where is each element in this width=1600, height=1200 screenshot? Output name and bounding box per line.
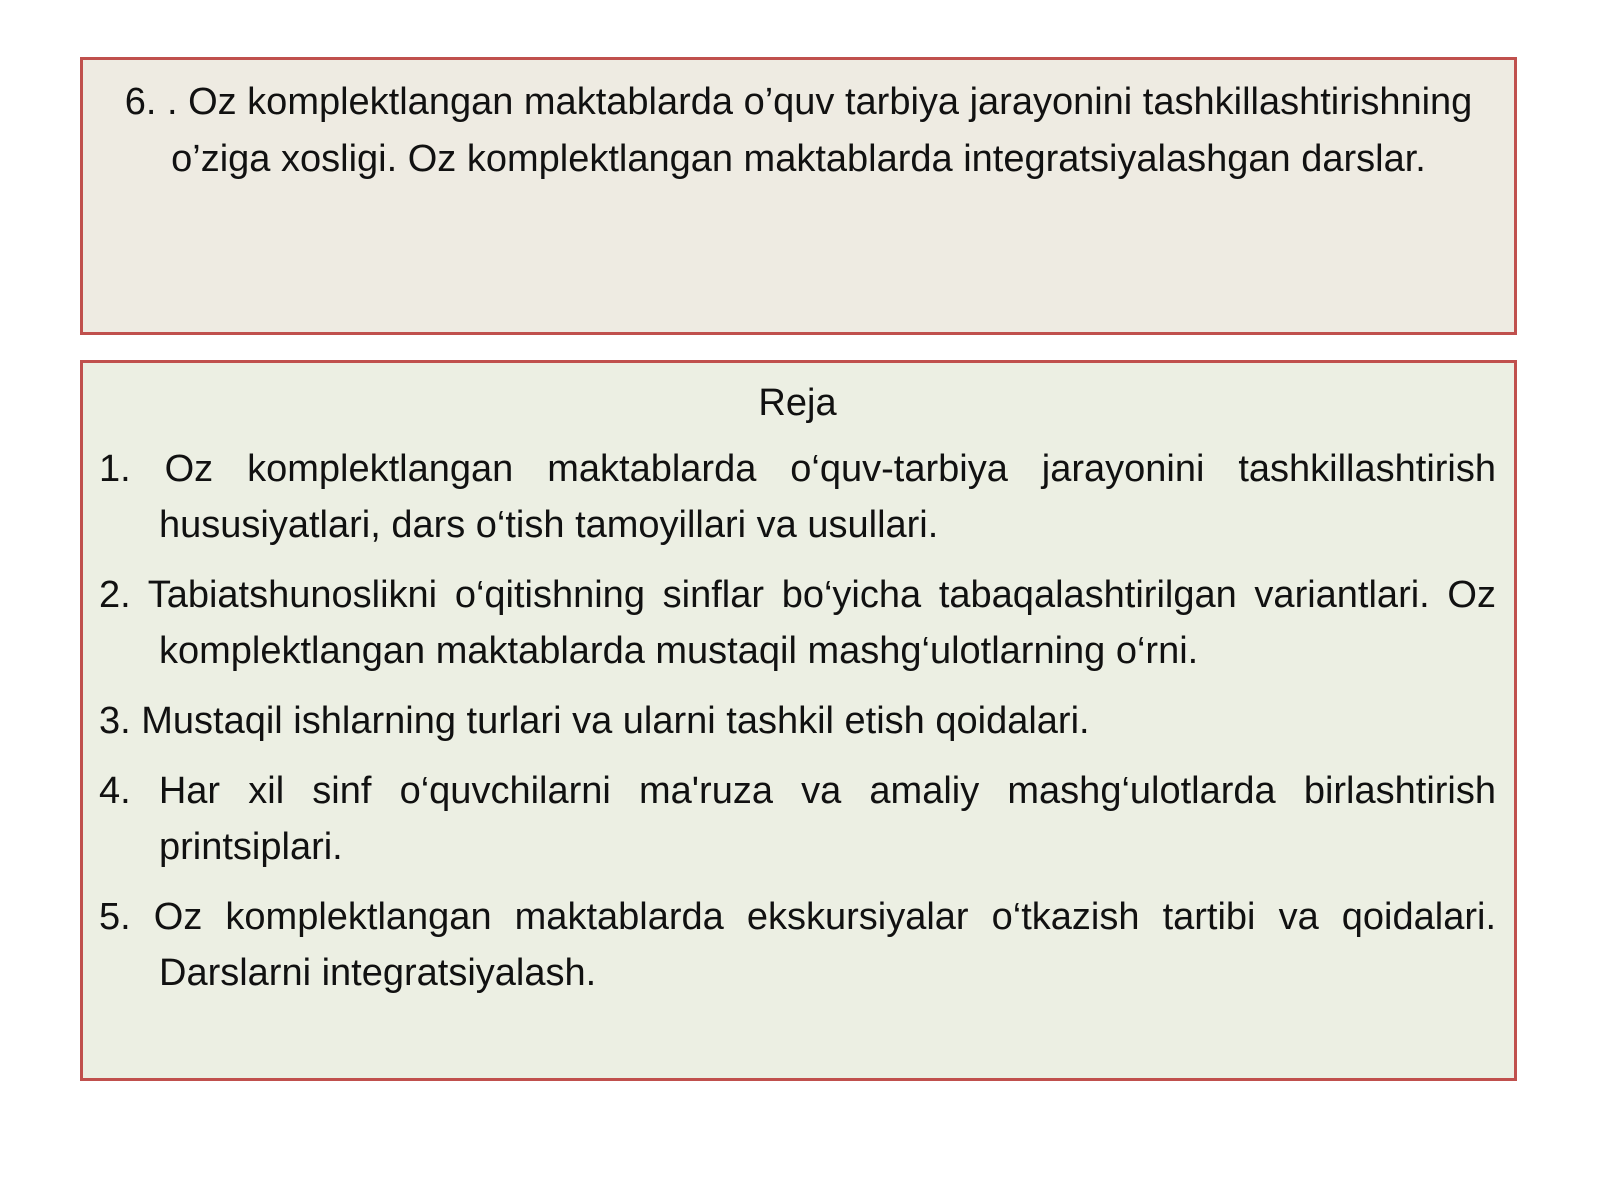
plan-heading: Reja [758,382,837,424]
title-box [80,57,1517,335]
plan-box [80,360,1517,1081]
plan-item-5: 5. Oz komplektlangan maktablarda ekskursiyalar o‘tkazish tartibi va qoidalari. Darslarni integratsiyalash. [99,896,1496,994]
plan-item-2: 2. Tabiatshunoslikni o‘qitishning sinflar bo‘yicha tabaqalashtirilgan variantlari. Oz komplektlangan maktablarda mustaqil mashg‘ulotlarning o‘rni. [99,574,1496,672]
plan-item-1: 1. Oz komplektlangan maktablarda o‘quv-tarbiya jarayonini tashkillashtirish hususiyatlari, dars o‘tish tamoyillari va usullari. [99,448,1496,546]
plan-list [99,441,1496,1001]
plan-item-4: 4. Har xil sinf o‘quvchilarni ma'ruza va amaliy mashg‘ulotlarda birlashtirish printsiplari. [99,770,1496,868]
slide-title: 6. . Oz komplektlangan maktablarda o’quv tarbiya jarayonini tashkillashtirishning o’ziga xosligi. Oz komplektlangan maktablarda integratsiyalashgan darslar. [124,81,1473,180]
plan-item-3: 3. Mustaqil ishlarning turlari va ularni tashkil etish qoidalari. [99,700,1090,742]
